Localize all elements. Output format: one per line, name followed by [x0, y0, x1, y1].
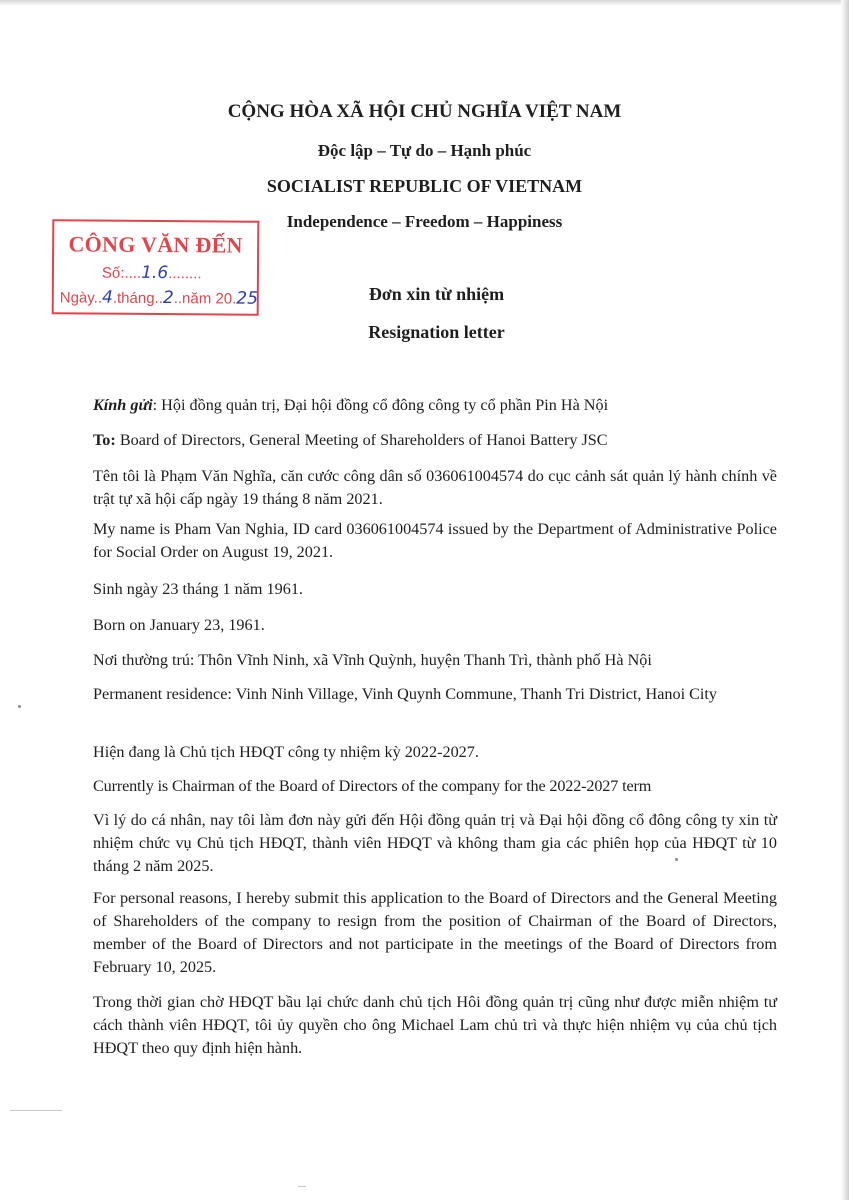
stamp-month-label: .tháng..	[112, 289, 163, 308]
motto-vn: Độc lập – Tự do – Hạnh phúc	[317, 141, 532, 160]
stamp-number-value: 1.6	[141, 262, 169, 284]
doc-title-en: Resignation letter	[368, 322, 505, 342]
scan-smudge	[10, 1110, 62, 1111]
scan-edge-top	[0, 0, 849, 6]
paragraph-born-vn: Sinh ngày 23 tháng 1 năm 1961.	[93, 580, 303, 598]
paragraph-residence-vn: Nơi thường trú: Thôn Vĩnh Ninh, xã Vĩnh Quỳnh, huyện Thanh Trì, thành phố Hà Nội	[93, 651, 652, 669]
stamp-year-label: ..năm 20.	[173, 290, 237, 308]
paragraph-interim-vn: Trong thời gian chờ HĐQT bầu lại chức danh chủ tịch Hôi đồng quản trị cũng như được miễn nhiệm tư cách thành viên HĐQT, tôi ủy quyền cho ông Michael Lam chủ trì và thực hiện nhiệm vụ của chủ tịch HĐQT theo quy định hiện hành.	[93, 993, 777, 1057]
addressee-vn	[93, 394, 777, 417]
stamp-day-value: 4	[101, 287, 113, 308]
stamp-day-label: Ngày..	[59, 289, 103, 307]
addressee-vn-text: : Hội đồng quản trị, Đại hội đồng cổ đông công ty cổ phần Pin Hà Nội	[152, 396, 609, 414]
stamp-number-line	[102, 263, 202, 284]
addressee-en-label: To:	[93, 431, 116, 449]
addressee-vn-label: Kính gửi	[93, 396, 153, 414]
paragraph-position-en: Currently is Chairman of the Board of Directors of the company for the 2022-2027 term	[93, 777, 652, 795]
stamp-number-label: Số:....	[101, 264, 142, 282]
paragraph-reason-en: For personal reasons, I hereby submit this application to the Board of Directors and the General Meeting of Shareholders of the company to resign from the position of Chairman of the Board of Directors, member of the Board of Directors and not participate in the meetings of the Board of Directors from February 10, 2025.	[93, 889, 777, 976]
paragraph-born-en: Born on January 23, 1961.	[93, 616, 265, 634]
stamp-month-value: 2	[162, 288, 174, 309]
paragraph-identity-vn: Tên tôi là Phạm Văn Nghĩa, căn cước công dân số 036061004574 do cục cảnh sát quản lý hành chính về trật tự xã hội cấp ngày 19 tháng 8 năm 2021.	[93, 467, 777, 508]
stamp-title: CÔNG VĂN ĐẾN	[68, 231, 243, 258]
stamp-year-value: 25	[236, 288, 258, 309]
national-title-vn: CỘNG HÒA XÃ HỘI CHỦ NGHĨA VIỆT NAM	[227, 101, 622, 122]
motto-en: Independence – Freedom – Happiness	[286, 212, 563, 231]
paragraph-identity-en: My name is Pham Van Nghia, ID card 036061004574 issued by the Department of Administrative Police for Social Order on August 19, 2021.	[93, 520, 777, 561]
doc-title-vn: Đơn xin từ nhiệm	[368, 284, 505, 304]
paragraph-position-vn: Hiện đang là Chủ tịch HĐQT công ty nhiệm kỳ 2022-2027.	[93, 743, 479, 761]
paragraph-residence-en: Permanent residence: Vinh Ninh Village, Vinh Quynh Commune, Thanh Tri District, Hanoi City	[93, 685, 717, 703]
paragraph-reason-vn: Vì lý do cá nhân, nay tôi làm đơn này gửi đến Hội đồng quản trị và Đại hội đồng cổ đông công ty xin từ nhiệm chức vụ Chủ tịch HĐQT, thành viên HĐQT và không tham gia các phiên họp của HĐQT từ 10 tháng 2 năm 2025.	[93, 811, 777, 875]
addressee-en-text: Board of Directors, General Meeting of Shareholders of Hanoi Battery JSC	[115, 431, 608, 449]
scan-smudge	[298, 1186, 306, 1187]
scan-speck	[675, 858, 678, 861]
addressee-en	[93, 429, 777, 452]
national-title-en: SOCIALIST REPUBLIC OF VIETNAM	[266, 176, 583, 196]
stamp-number-trail: ........	[168, 265, 202, 283]
scan-speck	[18, 705, 21, 708]
